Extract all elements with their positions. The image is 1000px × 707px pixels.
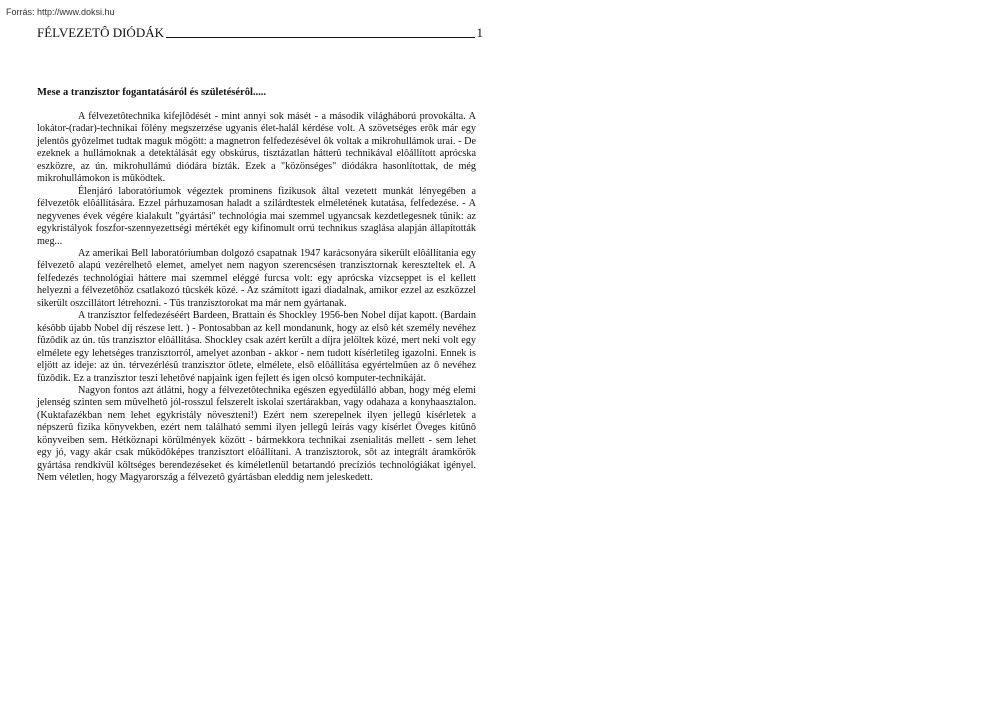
section-heading: Mese a tranzisztor fogantatásáról és születésérôl..... <box>37 87 266 98</box>
header-rule <box>166 37 475 38</box>
paragraph: Az amerikai Bell laboratóriumban dolgozó csapatnak 1947 karácsonyára sikerült elôállítania egy félvezetô alapú vezérelhetô elemet, amelyet nem nagyon szerencsésen tranzisztornak kereszteltek el. A felfedezés technológiai háttere mai szemmel eléggé furcsa volt: egy aprócska vízcseppet is el kellett helyezni a félvezetôhöz csatlakozó tûcskék közé. - Az számított igazi diadalnak, amikor ezzel az eszközzel sikerült oszcillátort létrehozni. - Tûs tranzisztorokat ma már nem gyártanak. <box>37 247 476 309</box>
page-header <box>37 23 483 41</box>
paragraph: Nagyon fontos azt átlátni, hogy a félvezetôtechnika egészen egyedülálló abban, hogy még elemi jelenség szinten sem mûvelhetô jól-rosszul felszerelt iskolai szertárakban, vagy odahaza a konyhaasztalon. (Kuktafazékban nem lehet egykristály növeszteni!) Ezért nem szerepelnek ilyen jellegû kísérletek a népszerû fizika könyvekben, ezért nem található semmi ilyen jellegû leírás vagy kísérlet Öveges kitûnô könyveiben sem. Hétköznapi körülmények között - bármekkora technikai zsenialitás mellett - sem lehet egy jó, vagy akár csak mûködôképes tranzisztort elôállítani. A tranzisztorok, sôt az integrált áramkörök gyártása rendkívül költséges berendezéseket és kíméletlenül betartandó precíziós technológiákat igényel. Nem véletlen, hogy Magyarország a félvezetô gyártásban eleddig nem jeleskedett. <box>37 384 476 484</box>
page-title: FÉLVEZETÔ DIÓDÁK <box>37 25 164 40</box>
paragraph: A tranzisztor felfedezéséért Bardeen, Brattain és Shockley 1956-ben Nobel díjat kapott. (Bardain késôbb újabb Nobel díj részese lett. ) - Pontosabban az kell mondanunk, hogy az elsô két személy nevéhez fûzôdik az ún. tûs tranzisztor elôállítása. Shockley csak azért került a díjra jelöltek közé, mert neki volt egy elmélete egy lehetséges tranzisztorról, amelyet azonban - akkor - nem tudott kísérletileg igazolni. Ennek is eljött az ideje: az ún. térvezérlésû tranzisztor ötlete, elmélete, elsô elôállítása egyértelmûen az ô nevéhez fûzôdik. Ez a tranzisztor teszi lehetôvé napjaink igen fejlett és igen olcsó komputer-technikáját. <box>37 310 476 384</box>
source-line: Forrás: http://www.doksi.hu <box>6 7 115 17</box>
paragraph: A félvezetôtechnika kifejlôdését - mint annyi sok másét - a második világháború provokálta. A lokátor-(radar)-technikai fölény megszerzése ugyanis élet-halál kérdése volt. A szövetséges erôk már egy jelentôs gyôzelmet tudtak maguk mögött: a magnetron felfedezésével ôk voltak a mikrohullámok urai. - De ezeknek a hullámoknak a detektálását egy obskúrus, tisztázatlan hátterû technikával elôállított aprócska eszközre, az ún. mikrohullámú diódára bízták. Ezek a "közönséges" diódákra hasonlítottak, de még mikrohullámokon is mûködtek. <box>37 111 476 185</box>
body-text <box>37 111 476 485</box>
page-number: 1 <box>476 25 483 40</box>
paragraph: Élenjáró laboratóriumok végeztek prominens fizikusok által vezetett munkát lényegében a félvezetôk elôállítására. Ezzel párhuzamosan haladt a szilárdtestek elméletének kutatása, felfedezése. - A negyvenes évek végére kialakult "gyártási" technológia mai szemmel ugyancsak kezdetlegesnek tûnik: az egykristályok foszfor-szennyezettségi mértékét egy kifinomult orrú technikus szaglása alapján állapították meg... <box>37 185 476 247</box>
